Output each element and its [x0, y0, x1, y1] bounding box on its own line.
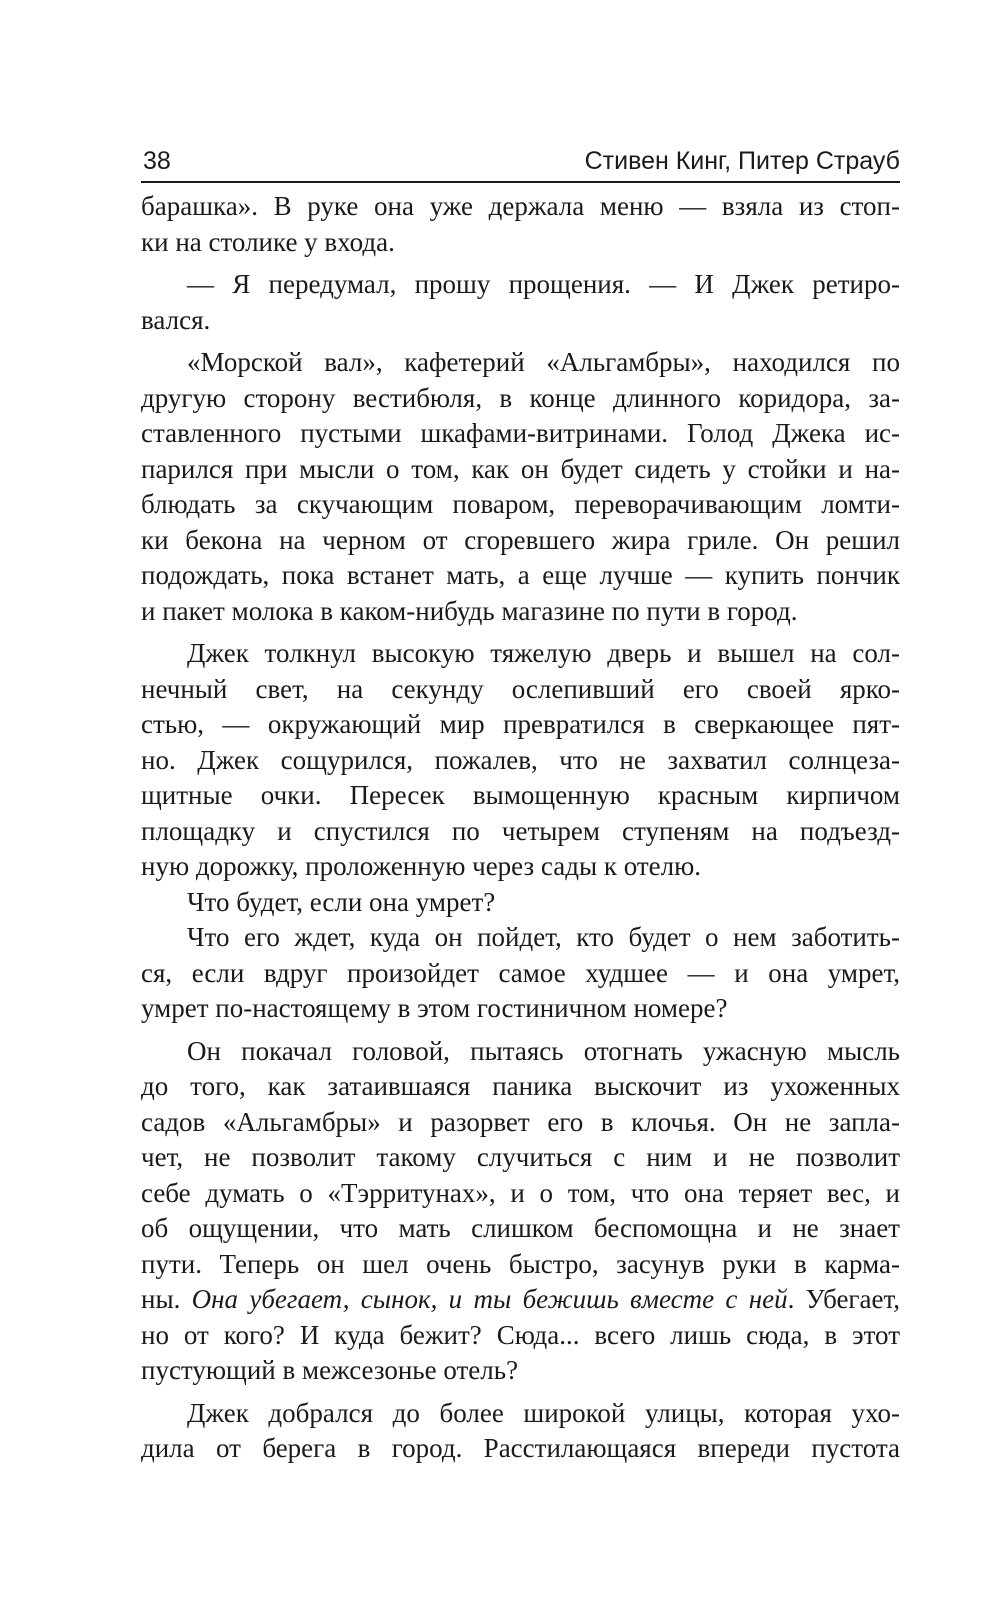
text-line: вался. — [141, 304, 211, 335]
page-header — [141, 141, 900, 183]
text-line: ки бекона на черном от сгоревшего жира гриле. Он решил — [141, 524, 900, 555]
text-line: умрет по-настоящему в этом гостиничном номере? — [141, 993, 728, 1023]
text-segment: ны. — [141, 1284, 192, 1314]
text-line: Что будет, если она умрет? — [187, 886, 496, 917]
text-line: себе думать о «Тэрритунах», и о том, что она теряет вес, и — [141, 1177, 900, 1208]
text-line: парился при мысли о том, как он будет сидеть у стойки и на- — [141, 453, 900, 484]
text-line: ную дорожку, проложенную через сады к отелю. — [141, 851, 702, 881]
text-line: барашка». В руке она уже держала меню — взяла из стоп- — [141, 191, 900, 221]
text-line: Что его ждет, куда он пойдет, кто будет о нем заботить- — [187, 922, 900, 952]
text-line: но. Джек сощурился, пожалев, что не захватил солнцеза- — [141, 744, 900, 775]
text-line: но от кого? И куда бежит? Сюда... всего лишь сюда, в этот — [141, 1319, 900, 1350]
text-line: другую сторону вестибюля, в конце длинного коридора, за- — [141, 382, 900, 413]
text-line: блюдать за скучающим поваром, переворачивающим ломти- — [141, 489, 900, 519]
text-line: пути. Теперь он шел очень быстро, засунув руки в карма- — [141, 1248, 900, 1279]
text-line: пустующий в межсезонье отель? — [141, 1355, 519, 1385]
running-head: Стивен Кинг, Питер Страуб — [584, 147, 900, 175]
text-line: дила от берега в город. Расстилающаяся впереди пустота — [141, 1433, 900, 1463]
text-line: подождать, пока встанет мать, а еще лучше — купить пончик — [141, 560, 900, 590]
text-line: Джек добрался до более широкой улицы, которая ухо- — [187, 1397, 900, 1428]
body-text — [141, 189, 900, 1467]
text-line: чет, не позволит такому случиться с ним и не позволит — [141, 1142, 900, 1172]
text-line: стью, — окружающий мир превратился в сверкающее пят- — [141, 709, 900, 739]
text-line: об ощущении, что мать слишком беспомощна и не знает — [141, 1213, 900, 1243]
text-line: — Я передумал, прошу прощения. — И Джек ретиро- — [187, 269, 900, 299]
text-segment: . Убегает, — [787, 1284, 900, 1314]
text-line: ся, если вдруг произойдет самое худшее — и она умрет, — [141, 957, 900, 988]
text-line: садов «Альгамбры» и разорвет его в клочья. Он не запла- — [141, 1106, 900, 1137]
text-line: ки на столике у входа. — [141, 226, 395, 257]
text-line: Он покачал головой, пытаясь отогнать ужасную мысль — [187, 1035, 900, 1066]
text-line-with-italic — [141, 1282, 900, 1318]
text-line: до того, как затаившаяся паника выскочит из ухоженных — [141, 1071, 900, 1101]
text-line: «Морской вал», кафетерий «Альгамбры», находился по — [187, 347, 900, 377]
text-line: ставленного пустыми шкафами-витринами. Голод Джека ис- — [141, 418, 900, 448]
text-line: и пакет молока в каком-нибудь магазине по пути в город. — [141, 595, 798, 626]
text-line: щитные очки. Пересек вымощенную красным кирпичом — [141, 780, 900, 810]
italic-thought: Она убегает, сынок, и ты бежишь вместе с ней — [191, 1284, 788, 1314]
text-line: нечный свет, на секунду ослепивший его своей ярко- — [141, 673, 900, 704]
page-number: 38 — [143, 147, 171, 175]
text-line: Джек толкнул высокую тяжелую дверь и вышел на сол- — [187, 638, 900, 668]
text-line: площадку и спустился по четырем ступеням на подъезд- — [141, 815, 900, 846]
